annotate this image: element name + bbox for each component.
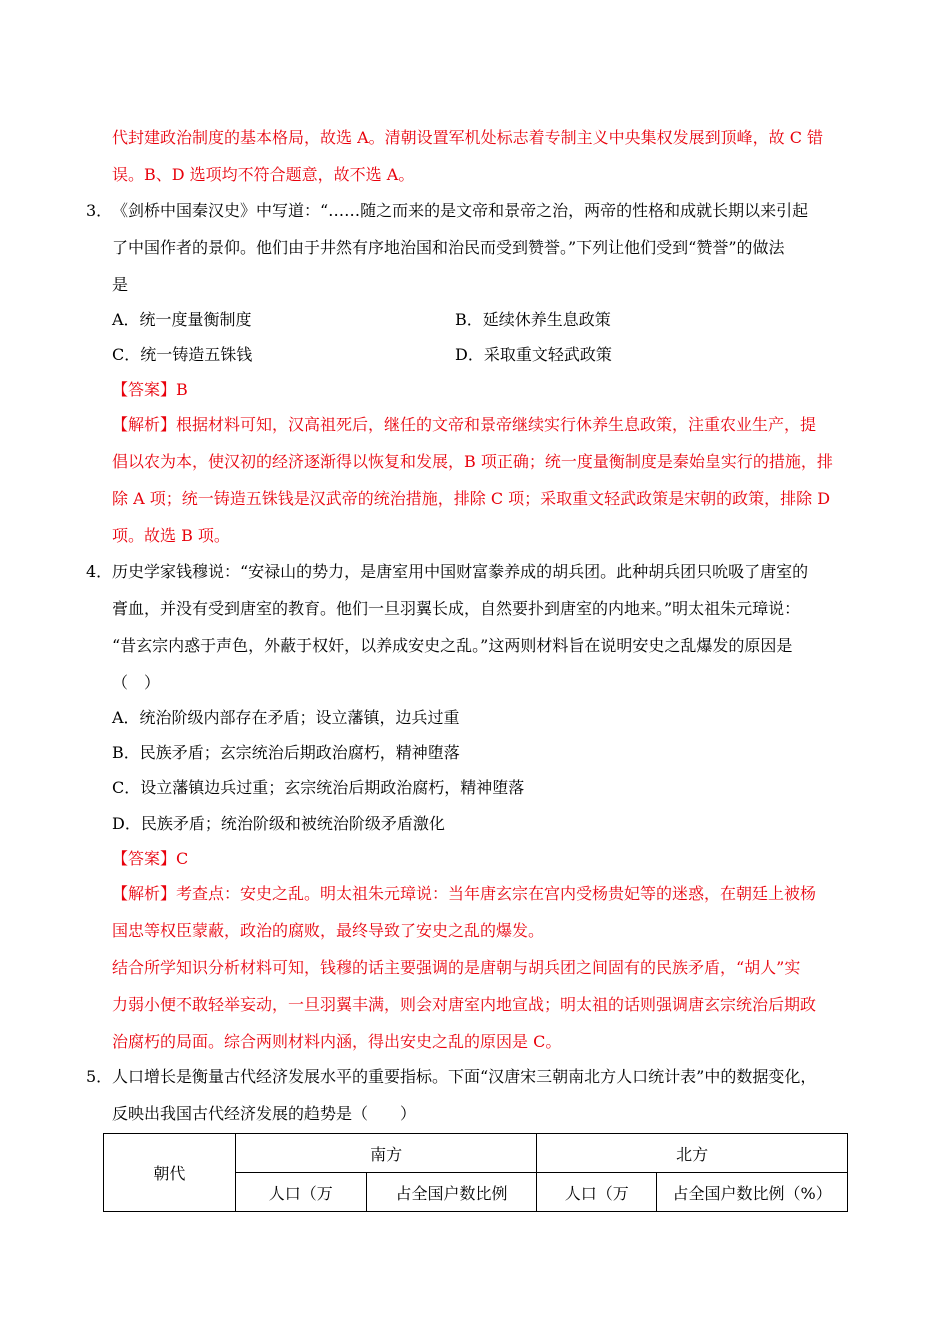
q3-option-a: A．统一度量衡制度: [112, 310, 252, 329]
q4-option-b: B．民族矛盾；玄宗统治后期政治腐朽，精神堕落: [112, 743, 460, 762]
q3-number: 3．: [86, 201, 113, 220]
q4-number: 4．: [86, 562, 113, 581]
q4-analysis-line-5: 治腐朽的局面。综合两则材料内涵，得出安史之乱的原因是 C。: [112, 1032, 562, 1051]
q4-analysis-line-4: 力弱小便不敢轻举妄动，一旦羽翼丰满，则会对唐室内地宣战；明太祖的话则强调唐玄宗统治后期政: [112, 995, 817, 1014]
table-header-south-ratio: 占全国户数比例: [366, 1173, 537, 1212]
q3-analysis-line-2: 倡以农为本，使汉初的经济逐渐得以恢复和发展，B 项正确；统一度量衡制度是秦始皇实行的措施，排: [112, 452, 833, 471]
q4-analysis-line-3: 结合所学知识分析材料可知，钱穆的话主要强调的是唐朝与胡兵团之间固有的民族矛盾，“胡人”实: [112, 958, 801, 977]
q4-analysis-line-1: 【解析】考查点：安史之乱。明太祖朱元璋说：当年唐玄宗在宫内受杨贵妃等的迷惑，在朝廷上被杨: [112, 884, 817, 903]
q4-option-c: C．设立藩镇边兵过重；玄宗统治后期政治腐朽，精神堕落: [112, 778, 525, 797]
q3-option-d: D．采取重文轻武政策: [455, 345, 612, 364]
q4-stem-line-3: “昔玄宗内惑于声色，外蔽于权奸，以养成安史之乱。”这两则材料旨在说明安史之乱爆发的原因是: [112, 636, 793, 655]
q3-stem-line-1: 《剑桥中国秦汉史》中写道：“……随之而来的是文帝和景帝之治，两帝的性格和成就长期以来引起: [112, 201, 809, 220]
table-header-south: 南方: [235, 1134, 537, 1173]
table-header-north-ratio: 占全国户数比例（%）: [657, 1173, 848, 1212]
q3-analysis-line-3: 除 A 项；统一铸造五铢钱是汉武帝的统治措施，排除 C 项；采取重文轻武政策是宋朝的政策，排除 D: [112, 489, 831, 508]
q4-option-a: A．统治阶级内部存在矛盾；设立藩镇，边兵过重: [112, 708, 460, 727]
table-header-south-population: 人口（万: [235, 1173, 366, 1212]
q3-answer: 【答案】B: [112, 380, 188, 399]
prev-analysis-line-2: 误。B、D 选项均不符合题意，故不选 A。: [112, 165, 415, 184]
q4-stem-line-2: 膏血，并没有受到唐室的教育。他们一旦羽翼长成，自然要扑到唐室的内地来。”明太祖朱元璋说：: [112, 599, 801, 618]
table-header-dynasty: 朝代: [104, 1134, 236, 1212]
q5-number: 5．: [86, 1067, 113, 1086]
prev-analysis-line-1: 代封建政治制度的基本格局，故选 A。清朝设置军机处标志着专制主义中央集权发展到顶峰，故 C 错: [112, 128, 824, 147]
q3-stem-line-2: 了中国作者的景仰。他们由于井然有序地治国和治民而受到赞誉。”下列让他们受到“赞誉”的做法: [112, 238, 785, 257]
table-header-north: 北方: [537, 1134, 848, 1173]
q4-stem-line-4: （ ）: [112, 673, 161, 692]
q3-option-b: B．延续休养生息政策: [455, 310, 611, 329]
table-header-north-population: 人口（万: [537, 1173, 657, 1212]
q3-analysis-line-1: 【解析】根据材料可知，汉高祖死后，继任的文帝和景帝继续实行休养生息政策，注重农业生产，提: [112, 415, 817, 434]
population-table: [103, 1133, 848, 1212]
q3-option-c: C．统一铸造五铢钱: [112, 345, 253, 364]
q4-answer: 【答案】C: [112, 849, 189, 868]
q4-analysis-line-2: 国忠等权臣蒙蔽，政治的腐败，最终导致了安史之乱的爆发。: [112, 921, 545, 940]
q3-stem-line-3: 是: [112, 275, 129, 294]
q5-stem-line-1: 人口增长是衡量古代经济发展水平的重要指标。下面“汉唐宋三朝南北方人口统计表”中的数据变化，: [112, 1067, 817, 1086]
q4-option-d: D．民族矛盾；统治阶级和被统治阶级矛盾激化: [112, 814, 445, 833]
q5-stem-line-2: 反映出我国古代经济发展的趋势是（ ）: [112, 1104, 417, 1123]
q4-stem-line-1: 历史学家钱穆说：“安禄山的势力，是唐室用中国财富豢养成的胡兵团。此种胡兵团只吮吸了唐室的: [112, 562, 809, 581]
q3-analysis-line-4: 项。故选 B 项。: [112, 526, 230, 545]
